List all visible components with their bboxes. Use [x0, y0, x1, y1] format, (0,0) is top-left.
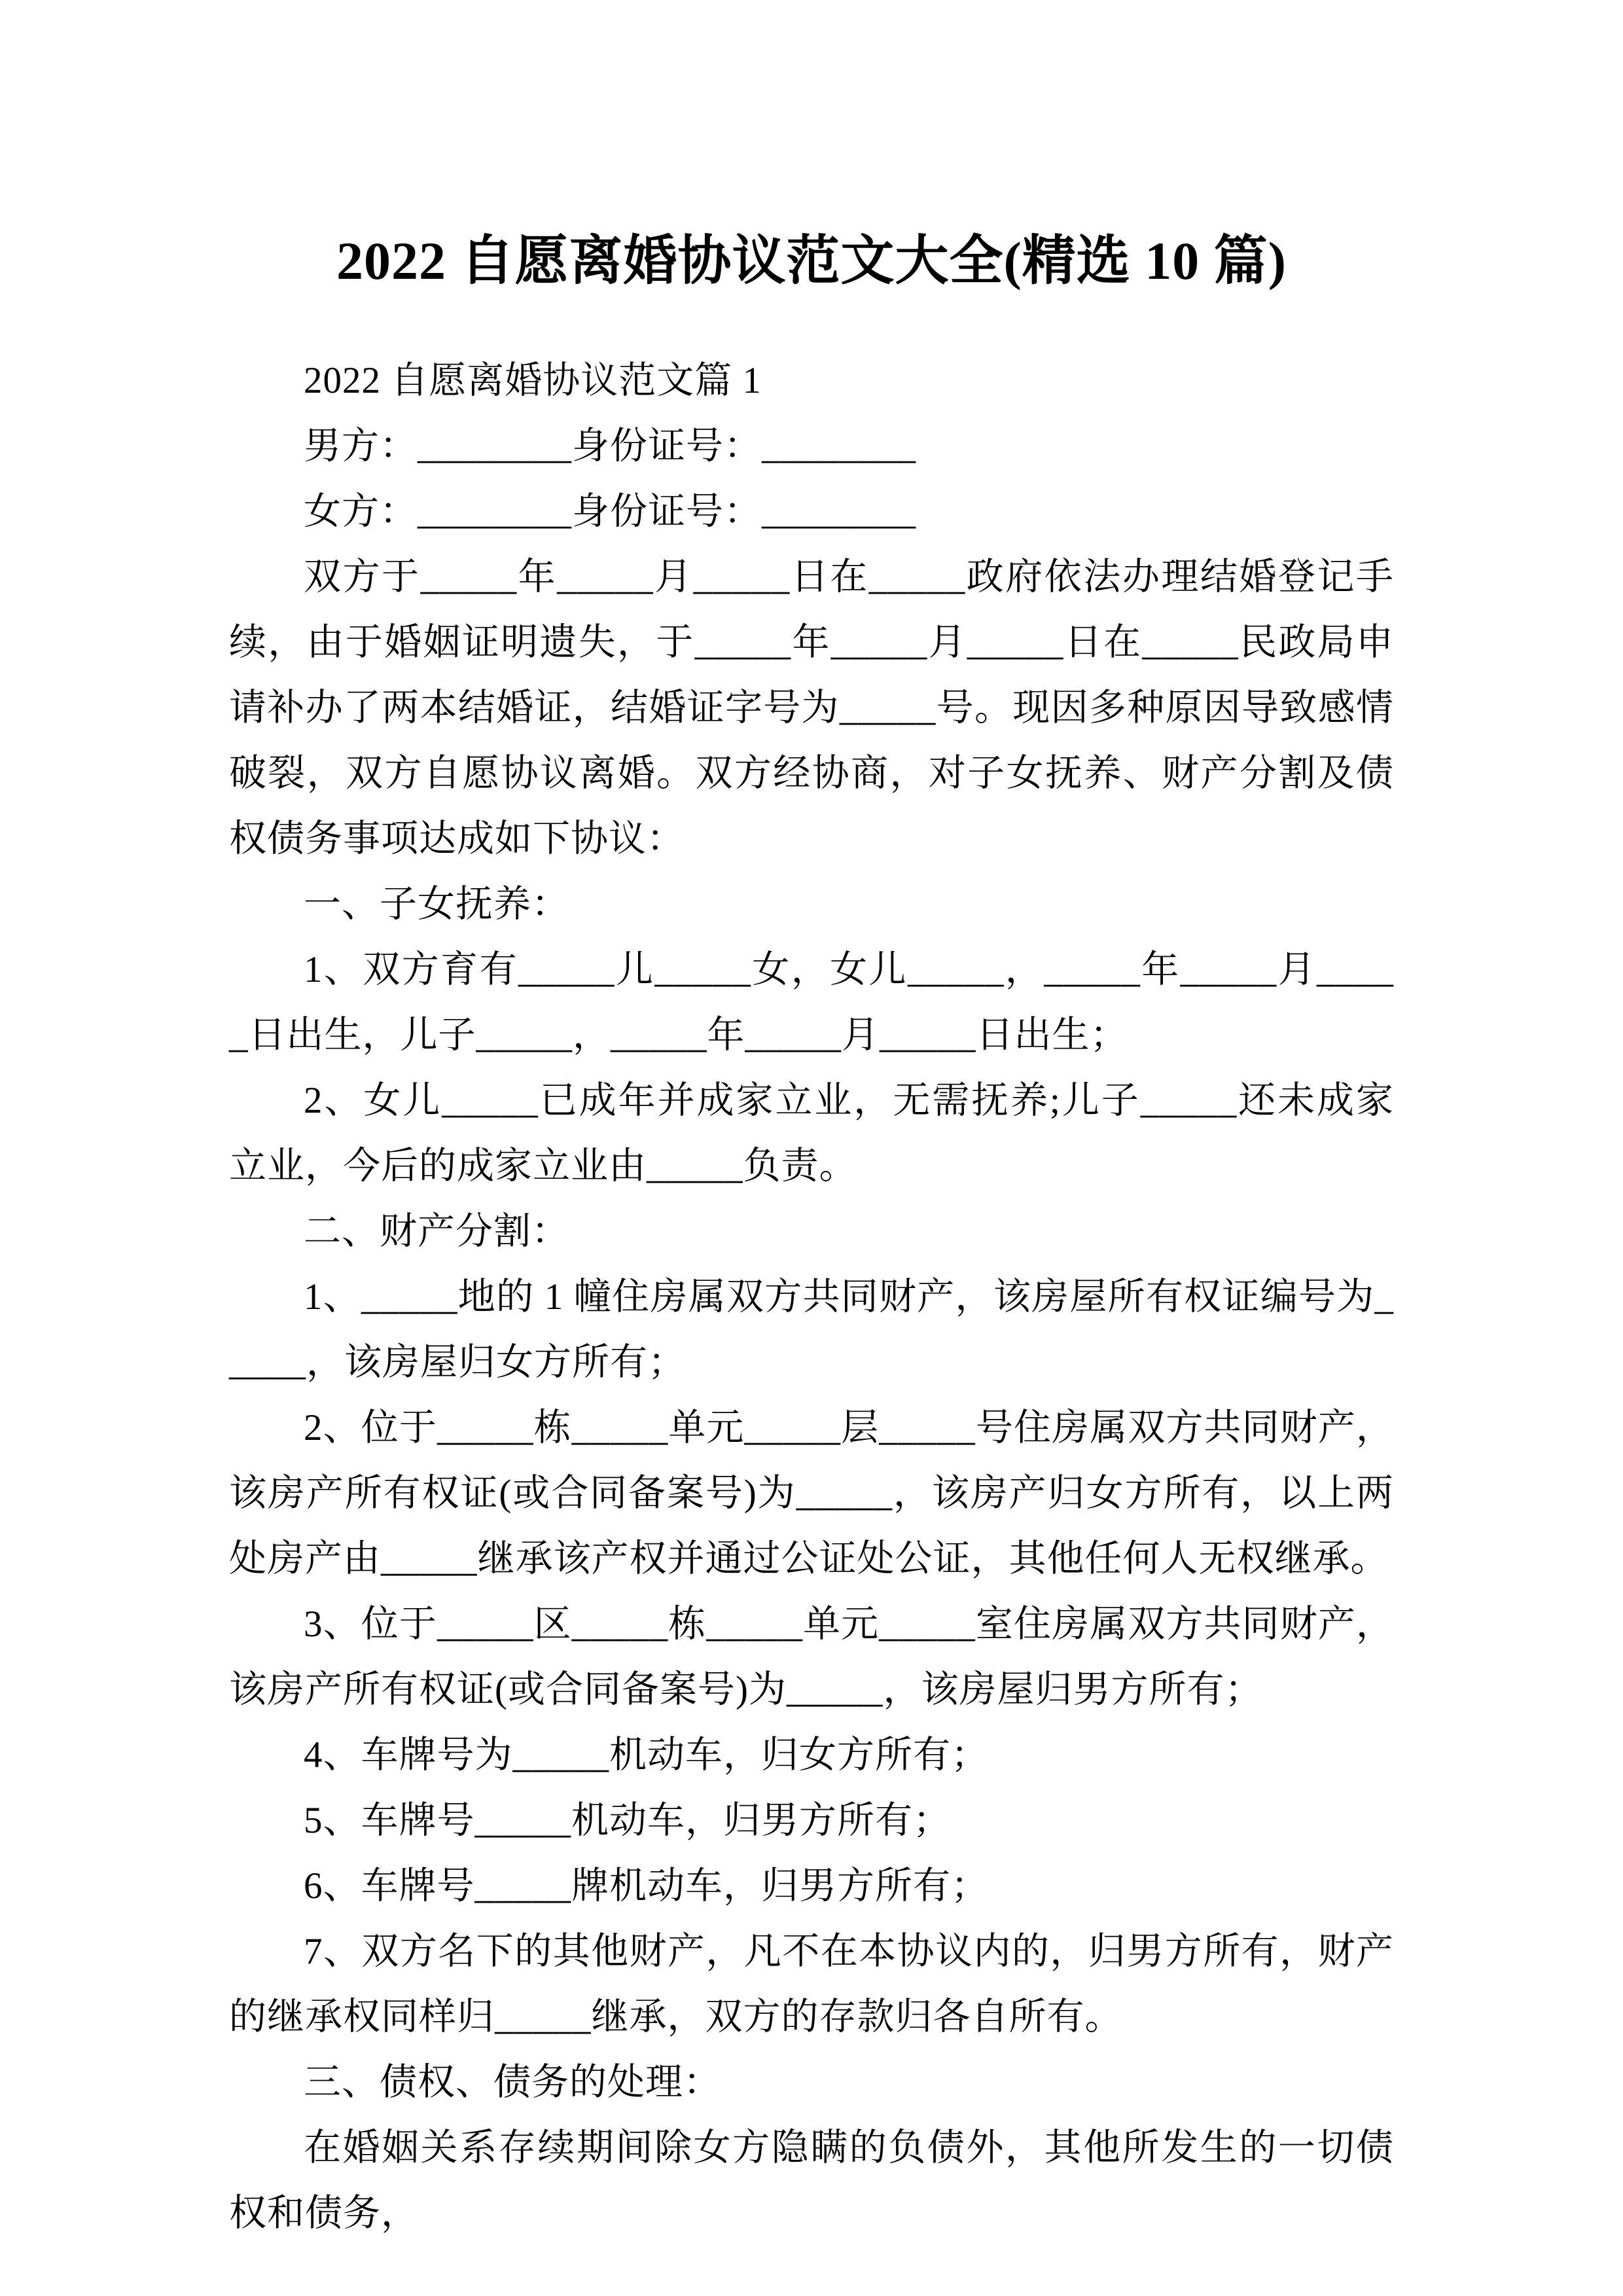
- husband-id-line: 男方：________身份证号：________: [304, 425, 916, 467]
- property-item-7: 7、双方名下的其他财产，凡不在本协议内的，归男方所有，财产的继承权同样归_____继承，双方的存款归各自所有。: [229, 1931, 1394, 2037]
- debts-paragraph: 在婚姻关系存续期间除女方隐瞒的负债外，其他所发生的一切债权和债务，: [229, 2127, 1394, 2234]
- marriage-background-paragraph: 双方于_____年_____月_____日在_____政府依法办理结婚登记手续，由于婚姻证明遗失，于_____年_____月_____日在_____民政局申请补办了两本结婚证，结婚证字号为_____号。现因多种原因导致感情破裂，双方自愿协议离婚。双方经协商，对子女抚养、财产分割及债权债务事项达成如下协议：: [229, 556, 1394, 859]
- property-item-3: 3、位于_____区_____栋_____单元_____室住房属双方共同财产，该房产所有权证(或合同备案号)为_____，该房屋归男方所有；: [229, 1604, 1394, 1710]
- custody-item-2: 2、女儿_____已成年并成家立业，无需抚养;儿子_____还未成家立业，今后的成家立业由_____负责。: [229, 1080, 1394, 1187]
- heading-debts: 三、债权、债务的处理：: [304, 2062, 721, 2103]
- property-item-1: 1、_____地的 1 幢住房属双方共同财产，该房屋所有权证编号为_____，该房屋归女方所有；: [229, 1276, 1394, 1383]
- property-item-5: 5、车牌号_____机动车，归男方所有；: [304, 1800, 951, 1841]
- wife-id-line: 女方：________身份证号：________: [304, 491, 916, 532]
- custody-item-1: 1、双方育有_____儿_____女，女儿_____，_____年_____月_____日出生，儿子_____，_____年_____月_____日出生；: [229, 949, 1394, 1056]
- property-item-4: 4、车牌号为_____机动车，归女方所有；: [304, 1734, 989, 1776]
- property-item-6: 6、车牌号_____牌机动车，归男方所有；: [304, 1865, 989, 1907]
- section-heading-copy-1: 2022 自愿离婚协议范文篇 1: [304, 360, 762, 401]
- document-body: [229, 348, 1394, 2246]
- document-title: 2022 自愿离婚协议范文大全(精选 10 篇): [336, 231, 1287, 291]
- heading-property-division: 二、财产分割：: [304, 1211, 569, 1252]
- property-item-2: 2、位于_____栋_____单元_____层_____号住房属双方共同财产，该房产所有权证(或合同备案号)为_____，该房产归女方所有，以上两处房产由_____继承该产权并通过公证处公证，其他任何人无权继承。: [229, 1407, 1394, 1579]
- heading-child-custody: 一、子女抚养：: [304, 884, 569, 925]
